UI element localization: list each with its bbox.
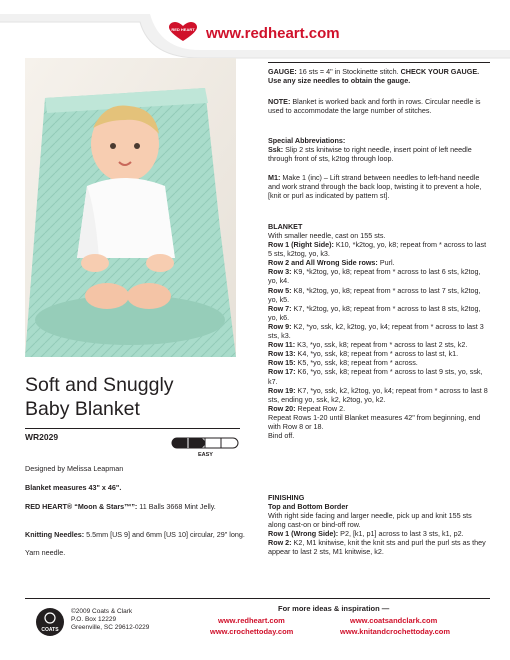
svg-text:COATS: COATS bbox=[41, 627, 59, 633]
row-label: Row 15: bbox=[268, 358, 296, 368]
row-text: K2, M1 knitwise, knit the knit sts and purl the purl sts as they appear to last 2 sts, M1 knitwise, k2. bbox=[268, 538, 486, 557]
copyright-text: ©2009 Coats & Clark bbox=[71, 608, 133, 615]
border-row-2 bbox=[268, 538, 490, 556]
border-section bbox=[268, 502, 490, 557]
repeat-text: Repeat Rows 1-20 until Blanket measures 42" from beginning, end with Row 8 or 18. bbox=[268, 412, 481, 431]
row-text: Repeat Row 2. bbox=[295, 403, 346, 413]
border-row-1 bbox=[268, 529, 490, 538]
finishing-heading: FINISHING bbox=[268, 493, 305, 502]
row-instruction bbox=[268, 404, 490, 413]
row-text: K2, *yo, ssk, k2, k2tog, yo, k4; repeat from * across to last 3 sts, k3. bbox=[268, 321, 484, 341]
needles-detail: 5.5mm [US 9] and 6mm [US 10] circular, 29" long. bbox=[84, 530, 245, 539]
gauge-info bbox=[268, 67, 490, 85]
title-line-1: Soft and Snuggly bbox=[25, 374, 174, 396]
m1-detail: Make 1 (inc) – Lift strand between needles to left-hand needle and work strand through the back loop, twisting it to prevent a hole, [knit or purl as indicated by pattern st]. bbox=[268, 173, 482, 201]
row-label: Row 5: bbox=[268, 285, 292, 295]
row-label: Row 11: bbox=[268, 340, 296, 350]
po-box-text: P.O. Box 12229 bbox=[71, 616, 117, 623]
row-label: Row 7: bbox=[268, 303, 292, 313]
row-text: K3, *yo, ssk, k8; repeat from * across to last 2 sts, k2. bbox=[295, 340, 468, 350]
city-text: Greenville, SC 29612-0229 bbox=[71, 624, 150, 631]
notions-info: Yarn needle. bbox=[25, 548, 66, 557]
ssk-definition bbox=[268, 145, 490, 163]
title-line-2: Baby Blanket bbox=[25, 398, 140, 420]
row-text: K7, *k2tog, yo, k8; repeat from * across to last 8 sts, k2tog, yo, k6. bbox=[268, 303, 481, 322]
gauge-top-rule bbox=[268, 62, 490, 63]
row-label: Row 1 (Right Side): bbox=[268, 240, 334, 250]
needles-info bbox=[25, 530, 245, 539]
more-ideas-heading: For more ideas & inspiration — bbox=[278, 604, 390, 613]
gauge-detail: 16 sts = 4" in Stockinette stitch. bbox=[296, 67, 401, 76]
row-instruction bbox=[268, 340, 490, 349]
gauge-label: GAUGE: bbox=[268, 67, 297, 76]
row-text: P2, [k1, p1] across to last 3 sts, k1, p2. bbox=[338, 529, 464, 539]
coats-logo bbox=[35, 607, 65, 637]
row-label: Row 17: bbox=[268, 367, 296, 377]
ssk-detail: Slip 2 sts knitwise to right needle, insert point of left needle through front of sts, k2tog through loop. bbox=[268, 145, 472, 164]
note-label: NOTE: bbox=[268, 97, 291, 106]
row-instruction bbox=[268, 349, 490, 358]
baby-on-blanket-photo bbox=[25, 58, 236, 357]
row-text: K7, *yo, ssk, k2, k2tog, yo, k4; repeat from * across to last 8 sts, ending yo, ssk, k2, k2tog, yo, k2. bbox=[268, 385, 488, 404]
footer-divider bbox=[25, 598, 490, 599]
row-text: K9, *k2tog, yo, k8; repeat from * across to last 6 sts, k2tog, yo, k4. bbox=[268, 267, 481, 286]
m1-definition bbox=[268, 173, 490, 200]
row-label: Row 2: bbox=[268, 538, 292, 548]
designer-credit: Designed by Melissa Leapman bbox=[25, 464, 124, 473]
row-text: K10, *k2tog, yo, k8; repeat from * across to last 5 sts, k2tog, yo, k3. bbox=[268, 240, 487, 259]
gauge-check: CHECK YOUR GAUGE. Use any size needles to obtain the gauge. bbox=[268, 67, 480, 86]
cast-on-text: With smaller needle, cast on 155 sts. bbox=[268, 231, 386, 240]
row-instruction bbox=[268, 304, 490, 322]
row-label: Row 19: bbox=[268, 385, 296, 395]
footer-link-knitandcrochettoday[interactable]: www.knitandcrochettoday.com bbox=[340, 627, 451, 636]
row-text: Purl. bbox=[377, 258, 395, 268]
row-instruction bbox=[268, 367, 490, 385]
row-label: Row 3: bbox=[268, 267, 292, 277]
pattern-code: WR2029 bbox=[25, 432, 59, 442]
blanket-instructions bbox=[268, 231, 490, 440]
blanket-heading: BLANKET bbox=[268, 222, 303, 231]
row-label: Row 2 and All Wrong Side rows: bbox=[268, 258, 378, 268]
row-text: K5, *yo, ssk, k8; repeat from * across. bbox=[295, 358, 418, 368]
yarn-info bbox=[25, 502, 245, 511]
skill-level-label: EASY bbox=[198, 452, 213, 458]
yarn-detail: 11 Balls 3668 Mint Jelly. bbox=[137, 502, 216, 511]
note-info bbox=[268, 97, 490, 115]
row-label: Row 9: bbox=[268, 321, 292, 331]
yarn-label: RED HEART® “Moon & Stars™”: bbox=[25, 502, 138, 511]
svg-text:RED HEART: RED HEART bbox=[171, 27, 195, 32]
red-heart-logo bbox=[168, 22, 198, 42]
row-instruction bbox=[268, 286, 490, 304]
note-detail: Blanket is worked back and forth in rows. Circular needle is used to accommodate the large number of stitches. bbox=[268, 97, 481, 116]
row-label: Row 1 (Wrong Side): bbox=[268, 529, 339, 539]
row-instruction bbox=[268, 322, 490, 340]
row-text: K6, *yo, ssk, k8; repeat from * across to last 9 sts, yo, ssk, k7. bbox=[268, 367, 483, 386]
row-instruction bbox=[268, 358, 490, 367]
footer-link-crochettoday[interactable]: www.crochettoday.com bbox=[210, 627, 294, 636]
footer-link-redheart[interactable]: www.redheart.com bbox=[218, 616, 285, 625]
bind-off-text: Bind off. bbox=[268, 431, 295, 441]
blanket-size: Blanket measures 43" x 46". bbox=[25, 483, 122, 492]
pattern-title bbox=[25, 373, 174, 421]
row-text: K4, *yo, ssk, k8; repeat from * across to last st, k1. bbox=[295, 349, 459, 359]
row-label: Row 13: bbox=[268, 349, 296, 359]
row-instruction bbox=[268, 386, 490, 404]
needles-label: Knitting Needles: bbox=[25, 530, 85, 539]
border-heading: Top and Bottom Border bbox=[268, 502, 349, 511]
title-divider bbox=[25, 428, 240, 429]
m1-label: M1: bbox=[268, 173, 281, 182]
row-label: Row 20: bbox=[268, 403, 296, 413]
header-site-link[interactable]: www.redheart.com bbox=[206, 25, 340, 42]
row-text: K8, *k2tog, yo, k8; repeat from * across to last 7 sts, k2tog, yo, k5. bbox=[268, 285, 481, 304]
abbreviations-heading: Special Abbreviations: bbox=[268, 136, 346, 145]
ssk-label: Ssk: bbox=[268, 145, 284, 154]
row-instruction bbox=[268, 267, 490, 285]
footer-link-coatsandclark[interactable]: www.coatsandclark.com bbox=[350, 616, 438, 625]
row-instruction bbox=[268, 240, 490, 258]
row-instruction bbox=[268, 258, 490, 267]
border-text: With right side facing and larger needle, pick up and knit 155 sts along cast-on or bind-off row. bbox=[268, 511, 472, 530]
